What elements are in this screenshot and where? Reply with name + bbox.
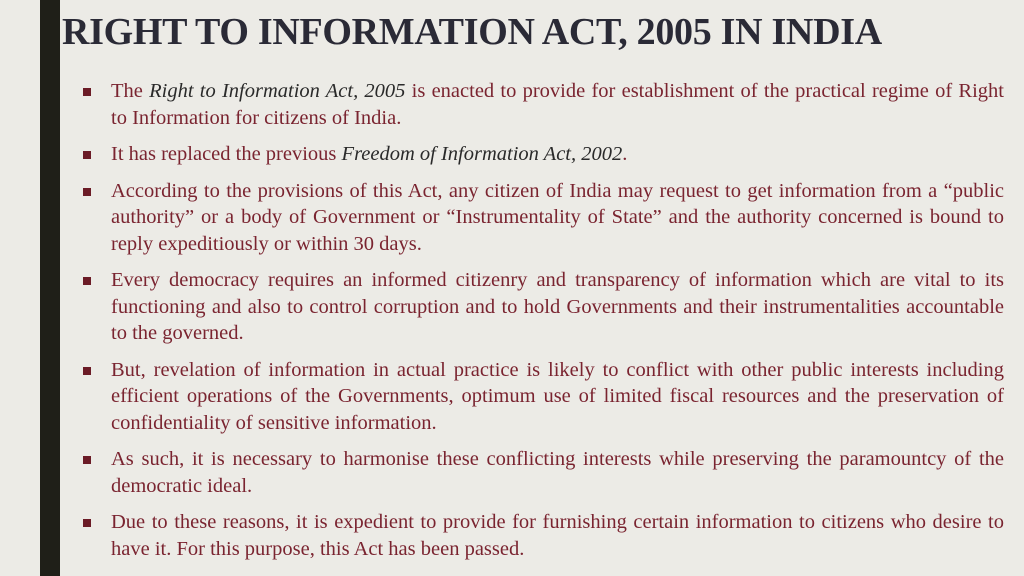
bullet-item-4 [80, 267, 1004, 347]
slide-title: RIGHT TO INFORMATION ACT, 2005 IN INDIA [62, 11, 882, 53]
bullet-list [80, 78, 1004, 562]
square-bullet-icon [83, 188, 91, 196]
bullet-item-3 [80, 178, 1004, 258]
bullet-text: Every democracy requires an informed citizenry and transparency of information which are vital to its functioning and also to control corruption and to hold Governments and their instrumentalities accountable to the governed. [111, 269, 1004, 344]
square-bullet-icon [83, 88, 91, 96]
bullet-item-7 [80, 509, 1004, 562]
bullet-text: According to the provisions of this Act, any citizen of India may request to get information from a “public authority” or a body of Government or “Instrumentality of State” and the authority concerned is bound to reply expeditiously or within 30 days. [111, 179, 1004, 255]
bullet-item-6 [80, 446, 1004, 499]
bullet-text-after: . [622, 143, 628, 165]
bullet-text: As such, it is necessary to harmonise these conflicting interests while preserving the paramountcy of the democratic ideal. [111, 448, 1004, 497]
bullet-item-5 [80, 357, 1004, 437]
bullet-text: Due to these reasons, it is expedient to provide for furnishing certain information to citizens who desire to have it. For this purpose, this Act has been passed. [111, 511, 1004, 560]
bullet-text: It has replaced the previous [111, 143, 342, 165]
bullet-text: But, revelation of information in actual practice is likely to conflict with other public interests including efficient operations of the Governments, optimum use of limited fiscal resources and the preservation of confidentiality of sensitive information. [111, 358, 1004, 434]
square-bullet-icon [83, 277, 91, 285]
bullet-emphasis: Right to Information Act, 2005 [149, 80, 406, 102]
left-accent-bar [40, 0, 60, 576]
square-bullet-icon [83, 519, 91, 527]
bullet-text-after: is enacted to provide for establishment of the practical regime of Right to Information for citizens of India. [111, 80, 1004, 129]
bullet-text: The [111, 80, 150, 102]
bullet-emphasis: Freedom of Information Act, 2002 [341, 143, 623, 165]
bullet-item-2 [80, 141, 1004, 168]
square-bullet-icon [83, 456, 91, 464]
bullet-item-1 [80, 78, 1004, 131]
square-bullet-icon [83, 151, 91, 159]
square-bullet-icon [83, 367, 91, 375]
